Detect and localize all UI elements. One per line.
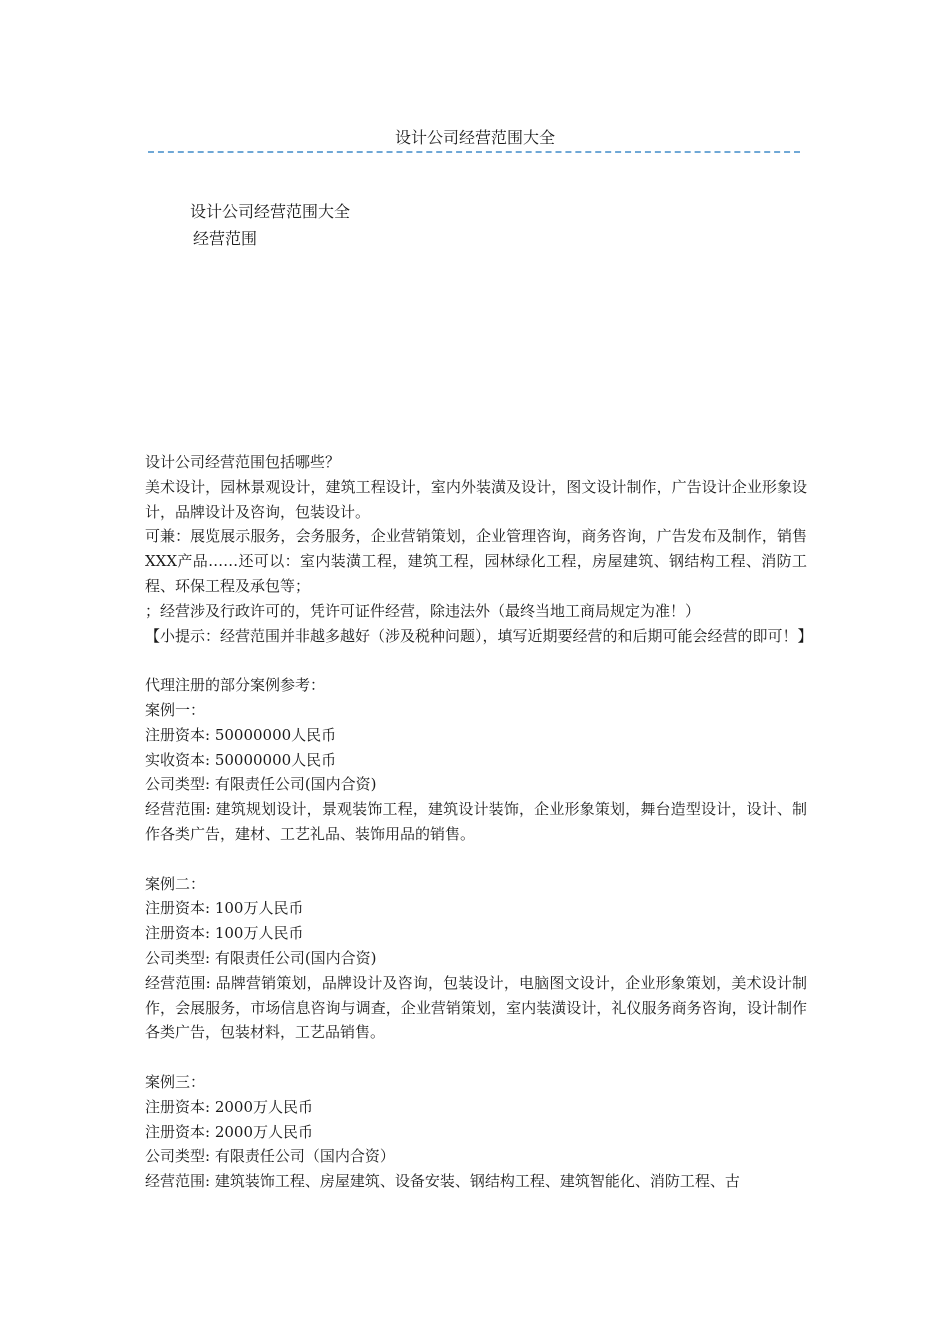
case-capital: 注册资本: 2000万人民币	[145, 1097, 313, 1116]
title-divider	[148, 151, 800, 153]
case-capital: 注册资本: 50000000人民币	[145, 725, 337, 744]
spacer	[145, 648, 807, 673]
question-paragraph: 设计公司经营范围包括哪些？	[145, 453, 341, 471]
document-title: 设计公司经营范围大全	[394, 128, 555, 147]
case-company-type: 公司类型: 有限责任公司(国内合资)	[145, 948, 377, 967]
cases-intro: 代理注册的部分案例参考：	[145, 676, 326, 695]
case-scope: 经营范围: 品牌营销策划，品牌设计及咨询，包装设计，电脑图文设计，企业形象策划，美术设计制作，会展服务，市场信息咨询与调查，企业营销策划，室内装潢设计，礼仪服务商务咨询，设计制作各类广告，包装材料，工艺品销售。	[145, 973, 807, 1042]
permit-paragraph: ；经营涉及行政许可的，凭许可证件经营，除违法外（最终当地工商局规定为准！）	[145, 601, 701, 620]
case-paid-capital: 注册资本: 100万人民币	[145, 924, 304, 943]
case-capital: 注册资本: 100万人民币	[145, 899, 304, 918]
case-scope: 经营范围: 建筑装饰工程、房屋建筑、设备安装、钢结构工程、建筑智能化、消防工程、古	[145, 1172, 740, 1191]
case-paid-capital: 注册资本: 2000万人民币	[145, 1122, 313, 1141]
document-body	[145, 450, 813, 1194]
case-company-type: 公司类型: 有限责任公司(国内合资)	[145, 775, 377, 794]
tip-paragraph: 【小提示：经营范围并非越多越好（涉及税种问题），填写近期要经营的和后期可能会经营的即可！】	[145, 626, 813, 645]
case-title: 案例三：	[145, 1072, 206, 1091]
section-heading: 经营范围	[193, 229, 258, 248]
case-title: 案例二：	[145, 874, 206, 893]
case-title: 案例一：	[145, 700, 206, 719]
spacer	[145, 847, 807, 872]
case-company-type: 公司类型: 有限责任公司（国内合资）	[145, 1147, 395, 1166]
case-paid-capital: 实收资本: 50000000人民币	[145, 750, 337, 769]
additional-scope-paragraph: 可兼：展览展示服务，会务服务，企业营销策划，企业管理咨询，商务咨询，广告发布及制作，销售XXX产品……还可以：室内装潢工程，建筑工程，园林绿化工程，房屋建筑、钢结构工程、消防工程、环保工程及承包等；	[145, 527, 807, 595]
spacer	[145, 1045, 807, 1070]
document-subtitle: 设计公司经营范围大全	[190, 202, 351, 221]
case-scope: 经营范围: 建筑规划设计，景观装饰工程，建筑设计装饰，企业形象策划，舞台造型设计，设计、制作各类广告，建材、工艺礼品、装饰用品的销售。	[145, 800, 807, 843]
main-scope-paragraph: 美术设计，园林景观设计，建筑工程设计，室内外装潢及设计，图文设计制作，广告设计企业形象设计，品牌设计及咨询，包装设计。	[145, 477, 807, 521]
